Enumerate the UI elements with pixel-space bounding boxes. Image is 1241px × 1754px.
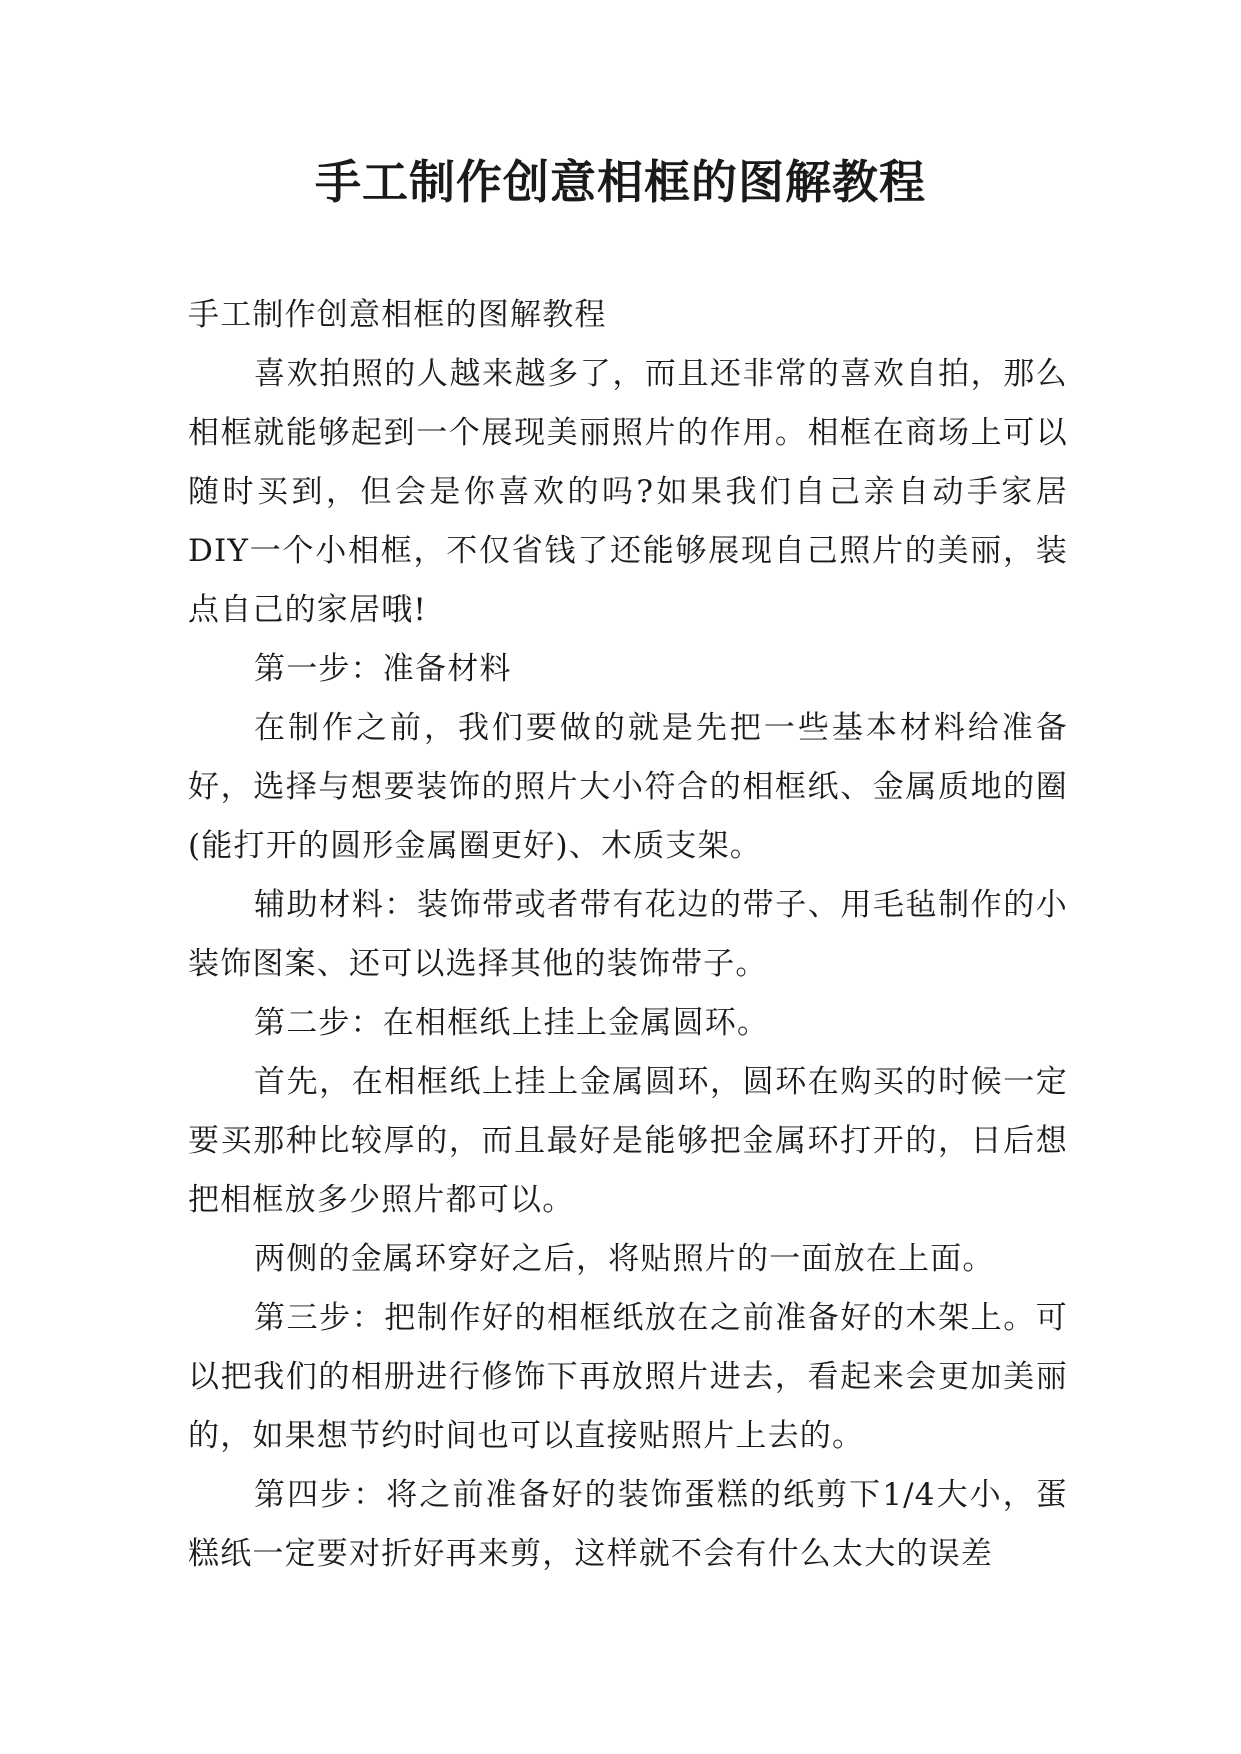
step-four-paragraph: 第四步：将之前准备好的装饰蛋糕的纸剪下1/4大小，蛋糕纸一定要对折好再来剪，这样就不会有什么太大的误差: [188, 1477, 1068, 1572]
document-title: 手工制作创意相框的图解教程: [315, 155, 926, 209]
intro-paragraph: 喜欢拍照的人越来越多了，而且还非常的喜欢自拍，那么相框就能够起到一个展现美丽照片的作用。相框在商场上可以随时买到，但会是你喜欢的吗?如果我们自己亲自动手家居DIY一个小相框，不仅省钱了还能够展现自己照片的美丽，装点自己的家居哦!: [188, 356, 1068, 628]
step-two-heading: 第二步：在相框纸上挂上金属圆环。: [254, 1005, 770, 1041]
step-three-paragraph: 第三步：把制作好的相框纸放在之前准备好的木架上。可以把我们的相册进行修饰下再放照片进去，看起来会更加美丽的，如果想节约时间也可以直接贴照片上去的。: [188, 1300, 1068, 1454]
document-body: [188, 286, 1068, 1584]
rings-paragraph: 两侧的金属环穿好之后，将贴照片的一面放在上面。: [254, 1241, 995, 1277]
subtitle-paragraph: 手工制作创意相框的图解教程: [188, 297, 607, 333]
materials-paragraph: 在制作之前，我们要做的就是先把一些基本材料给准备好，选择与想要装饰的照片大小符合的相框纸、金属质地的圈(能打开的圆形金属圈更好)、木质支架。: [188, 710, 1068, 864]
auxiliary-materials-paragraph: 辅助材料：装饰带或者带有花边的带子、用毛毡制作的小装饰图案、还可以选择其他的装饰带子。: [188, 887, 1068, 982]
step-one-heading: 第一步：准备材料: [254, 651, 512, 687]
step-two-paragraph: 首先，在相框纸上挂上金属圆环，圆环在购买的时候一定要买那种比较厚的，而且最好是能够把金属环打开的，日后想把相框放多少照片都可以。: [188, 1064, 1068, 1218]
